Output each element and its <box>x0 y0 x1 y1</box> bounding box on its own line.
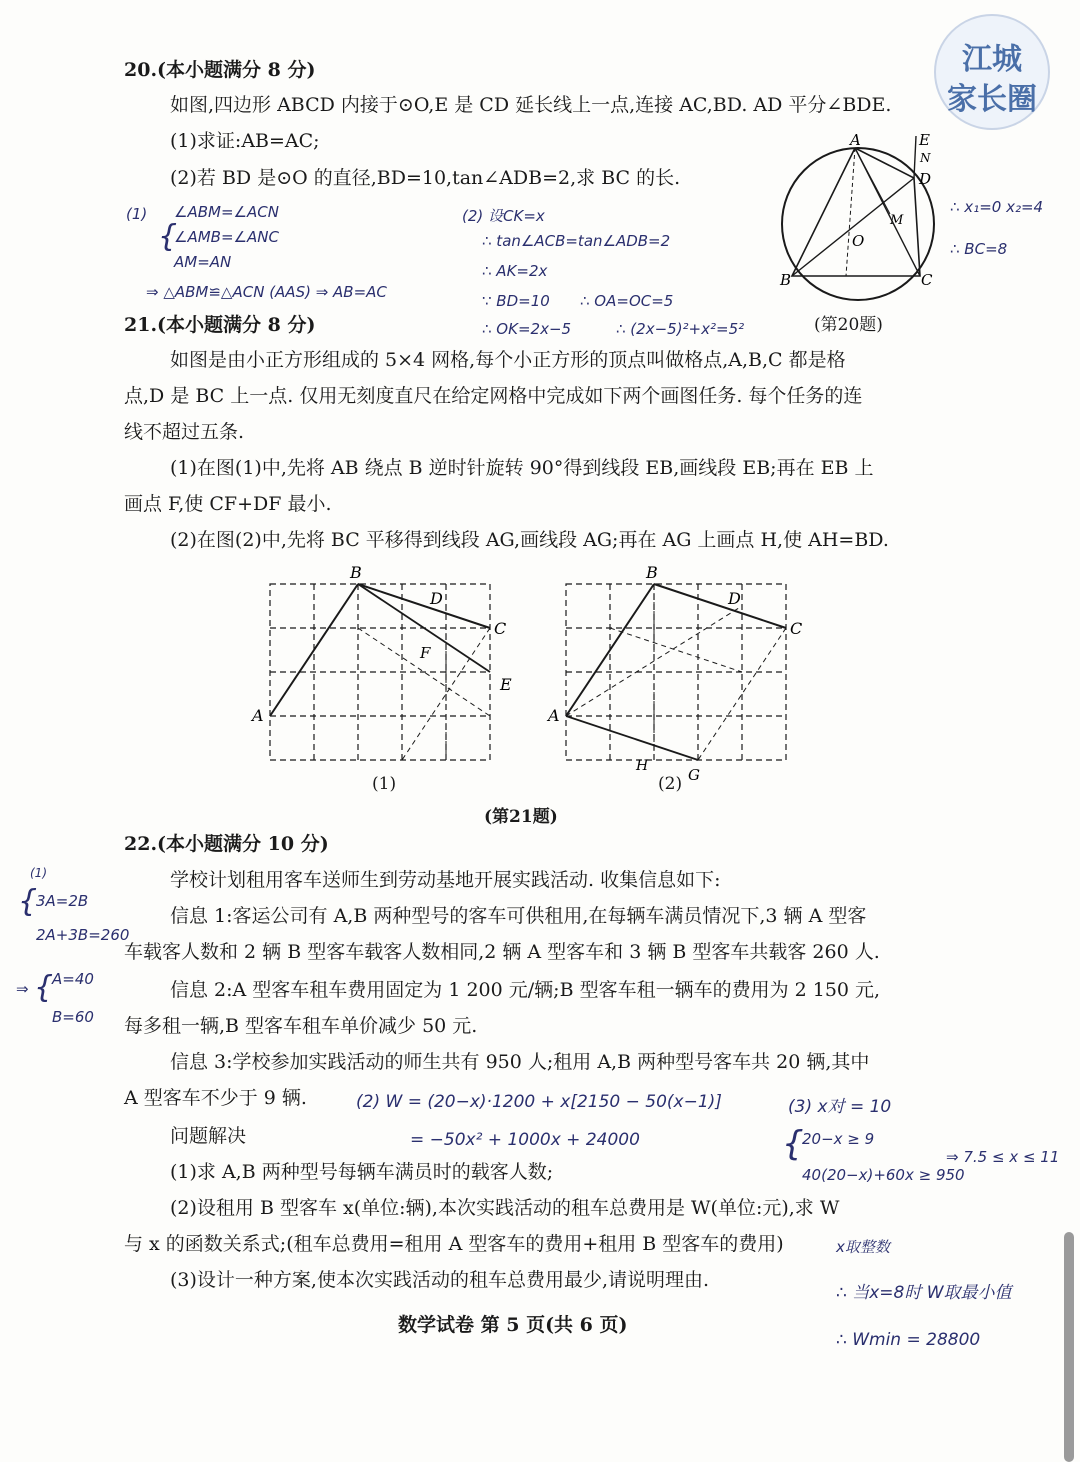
q22-line9: (1)求 A,B 两种型号每辆车满员时的载客人数; <box>170 1161 554 1183</box>
aux-line-2b <box>610 628 742 672</box>
q22-line7: A 型客车不少于 9 辆. <box>124 1087 307 1109</box>
hw-q22-s3: ⇒ <box>16 980 29 998</box>
hw-brace-2: { <box>18 884 38 919</box>
hw-q20-b4: ∵ BD=10 <box>482 292 550 310</box>
hw-q22-w2: = −50x² + 1000x + 24000 <box>410 1130 640 1150</box>
hw-q20-b1: (2) 设CK=x <box>462 207 545 225</box>
hw-q22-w1: (2) W = (20−x)·1200 + x[2150 − 50(x−1)] <box>356 1092 722 1112</box>
logo-watermark <box>934 14 1050 130</box>
hw-q20-c1: ∴ x₁=0 x₂=4 <box>950 198 1044 216</box>
q21-caption: (第21题) <box>484 807 558 827</box>
hw-brace-1: { <box>158 219 178 254</box>
fig1-label-b: B <box>350 563 362 582</box>
fig1-label-f: F <box>420 644 431 662</box>
segment-ag <box>566 716 698 760</box>
fig1-label-e: E <box>500 675 512 694</box>
fig2-label-g: G <box>688 766 700 784</box>
hw-q20-a4: AM=AN <box>174 253 232 271</box>
label-n: N <box>920 151 931 165</box>
q21-fig1-caption: (1) <box>372 774 397 794</box>
logo-line1: 江城 <box>962 42 1022 77</box>
hw-q20-a1: (1) <box>126 205 148 223</box>
hw-q22-r2: 40(20−x)+60x ≥ 950 <box>802 1166 965 1184</box>
segment-bc-1 <box>358 584 490 628</box>
q20-figure <box>770 128 950 303</box>
q20-stem: 如图,四边形 ABCD 内接于⊙O,E 是 CD 延长线上一点,连接 AC,BD. AD 平分∠BDE. <box>170 94 892 116</box>
hw-q22-r1: 20−x ≥ 9 <box>802 1130 875 1148</box>
fig2-label-h: H <box>636 758 649 774</box>
hw-brace-4: { <box>782 1124 804 1164</box>
fig2-label-d: D <box>728 589 741 608</box>
q22-line1: 学校计划租用客车送师生到劳动基地开展实践活动. 收集信息如下: <box>170 869 721 891</box>
q22-line12: (3)设计一种方案,使本次实践活动的租车总费用最少,请说明理由. <box>170 1269 710 1291</box>
q22-line3: 车载客人数和 2 辆 B 型客车载客人数相同,2 辆 A 型客车和 3 辆 B 型客车共载客 260 人. <box>124 941 880 963</box>
aux-line-1 <box>846 148 855 276</box>
scrollbar[interactable] <box>1064 1232 1074 1462</box>
q22-line6: 信息 3:学校参加实践活动的师生共有 950 人;租用 A,B 两种型号客车共 20 辆,其中 <box>170 1051 870 1073</box>
fig2-label-b: B <box>646 563 658 582</box>
hw-q22-r5: ∴ 当x=8时 W取最小值 <box>836 1283 1012 1303</box>
grid-1 <box>270 584 490 760</box>
segment-de <box>914 136 916 178</box>
hw-q22-s5: B=60 <box>52 1008 94 1026</box>
hw-q22-s1: 3A=2B <box>36 892 89 910</box>
label-d: D <box>919 170 932 188</box>
q22-line11: 与 x 的函数关系式;(租车总费用=租用 A 型客车的费用+租用 B 型客车的费用) <box>124 1233 784 1255</box>
q22-line2: 信息 1:客运公司有 A,B 两种型号的客车可供租用,在每辆车满员情况下,3 辆 A 型客 <box>170 905 867 927</box>
q22-title: 22.(本小题满分 10 分) <box>124 833 329 855</box>
hw-q22-s2: 2A+3B=260 <box>36 926 130 944</box>
label-c: C <box>921 271 933 289</box>
hw-q22-s4: A=40 <box>52 970 94 988</box>
hw-q20-a5: ⇒ △ABM≌△ACN (AAS) ⇒ AB=AC <box>146 283 387 301</box>
label-e: E <box>919 131 930 149</box>
label-m: M <box>890 213 904 228</box>
page-footer: 数学试卷 第 5 页(共 6 页) <box>398 1314 628 1336</box>
circle-o <box>782 148 934 300</box>
q20-caption: (第20题) <box>814 315 883 335</box>
q21-line3: 线不超过五条. <box>124 421 245 443</box>
hw-q20-b3: ∴ AK=2x <box>482 262 548 280</box>
q22-line10: (2)设租用 B 型客车 x(单位:辆),本次实践活动的租车总费用是 W(单位:元),求 W <box>170 1197 840 1219</box>
hw-q20-a2: ∠ABM=∠ACN <box>174 203 279 221</box>
fig1-label-c: C <box>494 619 507 638</box>
hw-q22-r6: ∴ Wmin = 28800 <box>836 1330 981 1350</box>
fig1-label-d: D <box>430 589 443 608</box>
q20-title: 20.(本小题满分 8 分) <box>124 59 316 81</box>
hw-q22-r0: (3) x对 = 10 <box>788 1097 892 1117</box>
q20-part1: (1)求证:AB=AC; <box>170 130 320 152</box>
hw-q20-b2: ∴ tan∠ACB=tan∠ADB=2 <box>482 232 671 250</box>
quadrilateral-abcd <box>792 148 920 276</box>
label-a: A <box>850 131 861 149</box>
q21-title: 21.(本小题满分 8 分) <box>124 314 316 336</box>
hw-q22-s0: (1) <box>30 866 47 880</box>
hw-q20-b7: ∴ (2x−5)²+x²=5² <box>616 320 745 338</box>
q21-line6: (2)在图(2)中,先将 BC 平移得到线段 AG,画线段 AG;再在 AG 上画点 H,使 AH=BD. <box>170 529 889 551</box>
hw-q22-r4: x取整数 <box>836 1238 890 1256</box>
q21-fig2-caption: (2) <box>658 774 683 794</box>
label-b: B <box>780 271 792 289</box>
q21-line5: 画点 F,使 CF+DF 最小. <box>124 493 332 515</box>
fig2-label-a: A <box>548 706 560 725</box>
logo-line2: 家长圈 <box>947 82 1037 117</box>
fig1-label-a: A <box>252 706 264 725</box>
q21-line4: (1)在图(1)中,先将 AB 绕点 B 逆时针旋转 90°得到线段 EB,画线段 EB;再在 EB 上 <box>170 457 874 479</box>
q21-figure-2 <box>546 563 826 784</box>
label-o: O <box>852 232 865 250</box>
fig2-label-c: C <box>790 619 803 638</box>
q20-part2: (2)若 BD 是⊙O 的直径,BD=10,tan∠ADB=2,求 BC 的长. <box>170 167 681 189</box>
q21-line1: 如图是由小正方形组成的 5×4 网格,每个小正方形的顶点叫做格点,A,B,C 都是格 <box>170 349 846 371</box>
q22-line5: 每多租一辆,B 型客车租车单价减少 50 元. <box>124 1015 478 1037</box>
q22-line4: 信息 2:A 型客车租车费用固定为 1 200 元/辆;B 型客车租一辆车的费用为 2 150 元, <box>170 979 881 1001</box>
hw-q22-r3: ⇒ 7.5 ≤ x ≤ 11 <box>946 1148 1060 1166</box>
hw-brace-3: { <box>34 970 54 1005</box>
hw-q20-c2: ∴ BC=8 <box>950 240 1008 258</box>
q21-figure-1 <box>250 564 530 774</box>
q22-line8: 问题解决 <box>170 1125 247 1147</box>
segment-bc-2 <box>654 584 786 628</box>
aux-line-am <box>855 148 890 214</box>
q21-line2: 点,D 是 BC 上一点. 仅用无刻度直尺在给定网格中完成如下两个画图任务. 每个任务的连 <box>124 385 863 407</box>
hw-q20-b6: ∴ OK=2x−5 <box>482 320 572 338</box>
grid-2 <box>566 584 786 760</box>
hw-q20-b5: ∴ OA=OC=5 <box>580 292 674 310</box>
hw-q20-a3: ∠AMB=∠ANC <box>174 228 279 246</box>
